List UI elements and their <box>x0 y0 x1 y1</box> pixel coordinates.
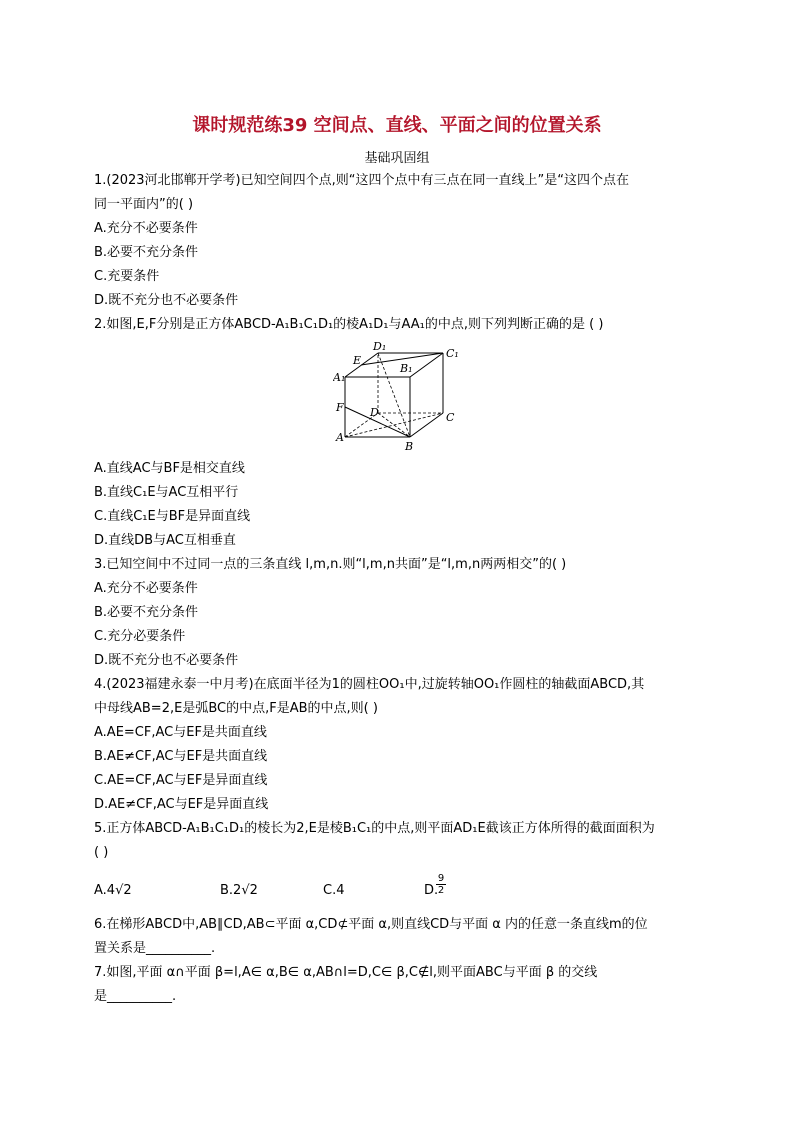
q5-option-d-fraction <box>436 873 446 896</box>
q5-option-b: B.2√2 <box>220 883 258 898</box>
label-d1: D₁ <box>373 340 387 353</box>
label-d: D <box>370 406 379 419</box>
q1-stem-line2: 同一平面内”的( ) <box>94 197 194 212</box>
q4-stem-line2: 中母线AB=2,E是弧BC的中点,F是AB的中点,则( ) <box>94 701 378 716</box>
label-e: E <box>353 354 362 367</box>
q4-option-d: D.AE≠CF,AC与EF是异面直线 <box>94 797 269 812</box>
q1-option-b: B.必要不充分条件 <box>94 245 199 260</box>
q5-option-a: A.4√2 <box>94 883 132 898</box>
q4-option-c: C.AE=CF,AC与EF是异面直线 <box>94 773 268 788</box>
label-b: B <box>405 440 414 453</box>
q1-option-c: C.充要条件 <box>94 269 160 284</box>
section-heading: 基础巩固组 <box>364 151 430 166</box>
label-a: A <box>336 431 344 444</box>
cube-figure <box>333 340 463 455</box>
page-title: 课时规范练39 空间点、直线、平面之间的位置关系 <box>192 115 602 136</box>
q1-option-d: D.既不充分也不必要条件 <box>94 293 239 308</box>
label-c: C <box>446 411 455 424</box>
q4-option-a: A.AE=CF,AC与EF是共面直线 <box>94 725 267 740</box>
label-b1: B₁ <box>400 362 413 375</box>
q4-option-b: B.AE≠CF,AC与EF是共面直线 <box>94 749 268 764</box>
q5-option-d-prefix: D. <box>424 883 439 898</box>
q7-stem-line1: 7.如图,平面 α∩平面 β=l,A∈ α,B∈ α,AB∩l=D,C∈ β,C∉l,则平面ABC与平面 β 的交线 <box>94 965 598 980</box>
fraction-numerator: 9 <box>437 873 445 884</box>
q6-stem-line1: 6.在梯形ABCD中,AB∥CD,AB⊂平面 α,CD⊄平面 α,则直线CD与平面 α 内的任意一条直线m的位 <box>94 917 648 932</box>
q7-stem-line2: 是__________. <box>94 989 177 1004</box>
q2-option-c: C.直线C₁E与BF是异面直线 <box>94 509 251 524</box>
q3-option-d: D.既不充分也不必要条件 <box>94 653 239 668</box>
q2-option-d: D.直线DB与AC互相垂直 <box>94 533 236 548</box>
q3-option-b: B.必要不充分条件 <box>94 605 199 620</box>
q6-stem-line2: 置关系是__________. <box>94 941 216 956</box>
q2-option-b: B.直线C₁E与AC互相平行 <box>94 485 239 500</box>
q1-stem-line1: 1.(2023河北邯郸开学考)已知空间四个点,则“这四个点中有三点在同一直线上”是“这四个点在 <box>94 173 629 188</box>
q5-stem-line2: ( ) <box>94 845 109 860</box>
q4-stem-line1: 4.(2023福建永泰一中月考)在底面半径为1的圆柱OO₁中,过旋转轴OO₁作圆柱的轴截面ABCD,其 <box>94 677 645 692</box>
q1-option-a: A.充分不必要条件 <box>94 221 198 236</box>
q2-option-a: A.直线AC与BF是相交直线 <box>94 461 245 476</box>
label-a1: A₁ <box>333 371 346 384</box>
fraction-denominator: 2 <box>437 885 445 896</box>
q5-stem-line1: 5.正方体ABCD-A₁B₁C₁D₁的棱长为2,E是棱B₁C₁的中点,则平面AD₁E截该正方体所得的截面面积为 <box>94 821 655 836</box>
q3-option-a: A.充分不必要条件 <box>94 581 198 596</box>
q3-option-c: C.充分必要条件 <box>94 629 186 644</box>
q3-stem-line1: 3.已知空间中不过同一点的三条直线 l,m,n.则“l,m,n共面”是“l,m,n两两相交”的( ) <box>94 557 567 572</box>
label-f: F <box>336 401 344 414</box>
q5-option-c: C.4 <box>323 883 345 898</box>
label-c1: C₁ <box>446 347 459 360</box>
q2-stem-line1: 2.如图,E,F分别是正方体ABCD-A₁B₁C₁D₁的棱A₁D₁与AA₁的中点,则下列判断正确的是 ( ) <box>94 317 604 332</box>
